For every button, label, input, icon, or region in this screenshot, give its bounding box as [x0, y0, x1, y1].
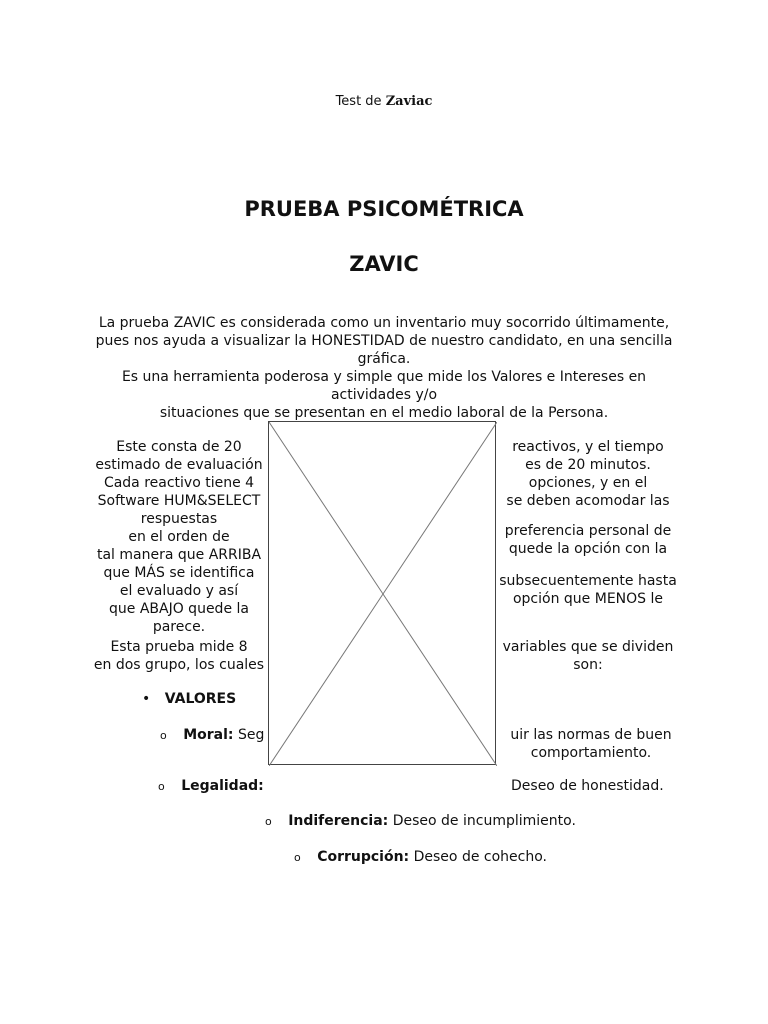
left-line: tal manera que ARRIBA — [96, 547, 262, 563]
right-line: opción que MENOS le — [512, 591, 663, 607]
moral-line: comportamiento. — [530, 745, 652, 761]
corrupcion-text: Deseo de cohecho. — [409, 849, 547, 865]
moral-line: uir las normas de buen — [510, 727, 672, 743]
indiferencia-term: Indiferencia: — [288, 813, 389, 829]
intro-line: La prueba ZAVIC es considerada como un inventario muy socorrido últimamente, — [98, 315, 670, 331]
left-line: Esta prueba mide 8 — [110, 639, 248, 655]
left-line: que ABAJO quede la — [109, 601, 249, 617]
image-placeholder — [268, 421, 496, 765]
intro-line: actividades y/o — [330, 387, 438, 403]
moral-term: Moral: — [183, 727, 234, 743]
left-column-text — [88, 438, 270, 636]
left-line: en el orden de — [128, 529, 230, 545]
moral-item — [160, 726, 264, 745]
intro-line: gráfica. — [357, 351, 411, 367]
left-line: Cada reactivo tiene 4 — [103, 475, 255, 491]
left-line: el evaluado y así — [119, 583, 239, 599]
intro-line: situaciones que se presentan en el medio laboral de la Persona. — [159, 405, 609, 421]
legalidad-text: Deseo de honestidad. — [511, 778, 664, 794]
circle-bullet: o — [160, 729, 167, 742]
intro-line: pues nos ayuda a visualizar la HONESTIDAD de nuestro candidato, en una sencilla — [95, 333, 673, 349]
right-line: se deben acomodar las — [506, 493, 670, 509]
disc-bullet: • — [142, 691, 151, 707]
left-line: que MÁS se identifica — [103, 565, 255, 581]
right-line: preferencia personal de — [504, 523, 672, 539]
indiferencia-item — [265, 812, 576, 831]
legalidad-item — [158, 777, 264, 796]
left-line: respuestas — [140, 511, 218, 527]
left-column-text-2 — [88, 638, 270, 674]
right-column-text — [496, 572, 680, 608]
left-line: estimado de evaluación — [95, 457, 263, 473]
right-line: son: — [573, 657, 603, 673]
indiferencia-text: Deseo de incumplimiento. — [388, 813, 576, 829]
right-column-text — [496, 522, 680, 558]
left-line: Software HUM&SELECT — [97, 493, 261, 509]
left-line: Este consta de 20 — [116, 439, 242, 455]
page-subtitle: ZAVIC — [349, 252, 419, 276]
corrupcion-term: Corrupción: — [317, 849, 410, 865]
placeholder-cross — [269, 422, 497, 766]
right-line: opciones, y en el — [528, 475, 648, 491]
right-column-text-2 — [496, 638, 680, 674]
corrupcion-item — [294, 848, 547, 867]
right-line: es de 20 minutos. — [525, 457, 651, 473]
right-column-text — [496, 438, 680, 510]
header-brand: Zaviac — [385, 94, 433, 109]
moral-text-right — [496, 726, 686, 762]
left-line: parece. — [152, 619, 206, 635]
right-line: reactivos, y el tiempo — [512, 439, 664, 455]
circle-bullet: o — [158, 780, 165, 793]
moral-text-left: Seg — [233, 727, 265, 743]
circle-bullet: o — [265, 815, 272, 828]
right-line: quede la opción con la — [508, 541, 668, 557]
intro-paragraph — [94, 314, 674, 422]
page-header — [0, 94, 768, 109]
valores-item — [142, 690, 236, 708]
left-line: en dos grupo, los cuales — [93, 657, 265, 673]
circle-bullet: o — [294, 851, 301, 864]
header-prefix: Test de — [335, 94, 386, 109]
valores-label: VALORES — [164, 691, 237, 707]
right-line: variables que se dividen — [502, 639, 674, 655]
legalidad-term: Legalidad: — [181, 778, 264, 794]
page-title: PRUEBA PSICOMÉTRICA — [244, 197, 524, 221]
right-line: subsecuentemente hasta — [499, 573, 677, 589]
intro-line: Es una herramienta poderosa y simple que mide los Valores e Intereses en — [121, 369, 647, 385]
